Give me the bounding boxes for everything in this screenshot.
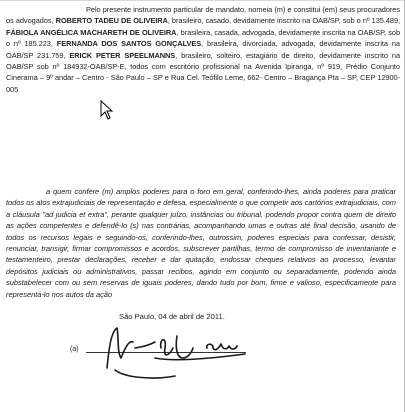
top-border bbox=[0, 0, 404, 1]
attorney-name-3: FERNANDA DOS SANTOS GONÇALVES bbox=[56, 39, 202, 49]
mandate-text-part1: Pelo presente instrumento particular de mandato, nomeia (m) e constitui (em) seus procuradores os advogados, bbox=[6, 5, 400, 26]
mouse-pointer-icon bbox=[100, 100, 114, 120]
mandate-text-part3: , brasileira, casada, advogada, devidamente inscrita na OAB/SP, sob o nº 185.223, bbox=[6, 27, 400, 49]
handwritten-signature bbox=[95, 318, 255, 382]
powers-paragraph bbox=[6, 186, 396, 300]
mandate-paragraph bbox=[6, 4, 400, 95]
mandate-text-part2: , brasileiro, casado, devidamente inscrito na OAB/SP, sob o nº 135.489, bbox=[167, 16, 401, 26]
signature-marker: (a) bbox=[70, 346, 79, 353]
mandate-text-part4: , brasileira, divorciada, advogada, devidamente inscrita na OAB/SP 231.759, bbox=[6, 39, 400, 60]
attorney-name-2: FÁBIOLA ANGÉLICA MACHARETH DE OLIVEIRA bbox=[6, 27, 177, 37]
mandate-text-part5: , brasileiro, solteiro, estagiário de direito, devidamente inscrito na OAB/SP sob nº 184932-OAB/SP-E, todos com escritório profissional na Avenida Ipiranga, nº 919, Prédio Conjunto Cinerama – 9º andar – Centro - São Paulo – SP e Rua Cel. Teófilo Leme, 662- Centro – Bragança Pta – SP, CEP 12900-005 bbox=[6, 50, 400, 94]
attorney-name-1: ROBERTO TADEU DE OLIVEIRA bbox=[55, 16, 168, 26]
powers-text: a quem confere (m) amplos poderes para o foro em geral, conferindo-lhes, ainda poderes para praticar todos os atos extrajudiciais de representação e defesa, especialmente o que competir aos cartórios extrajudiciais, com a cláusula "ad judicia et extra", perante qualquer juízo, instâncias ou tribunal, podendo propor contra quem de direito as ações competentes e defendê-lo (s) nas contrárias, acompanhando umas e outras até final decisão, usando de todos os recursos legais e seguindo-os, conferindo-lhes, outrossim, poderes especiais para confessar, desistir, renunciar, transigir, firmar compromissos e acordos, subscrever partilhas, termo de compromisso de inventariante e testamenteiro, prestar declarações, receber e dar quitação, endossar cheques relativos ao processo, levantar depósitos judiciais ou administrativos, passar recibos, agindo em conjunto ou separadamente, podendo ainda substabelecer com ou sem reservas de iguais poderes, dando tudo por bom, firme e valioso, especificamente para representá-lo nos autos da ação bbox=[6, 187, 396, 299]
document-date: São Paulo, 04 de abril de 2011. bbox=[119, 312, 225, 321]
attorney-name-4: ERICK PETER SPEELMANNS bbox=[69, 50, 176, 60]
